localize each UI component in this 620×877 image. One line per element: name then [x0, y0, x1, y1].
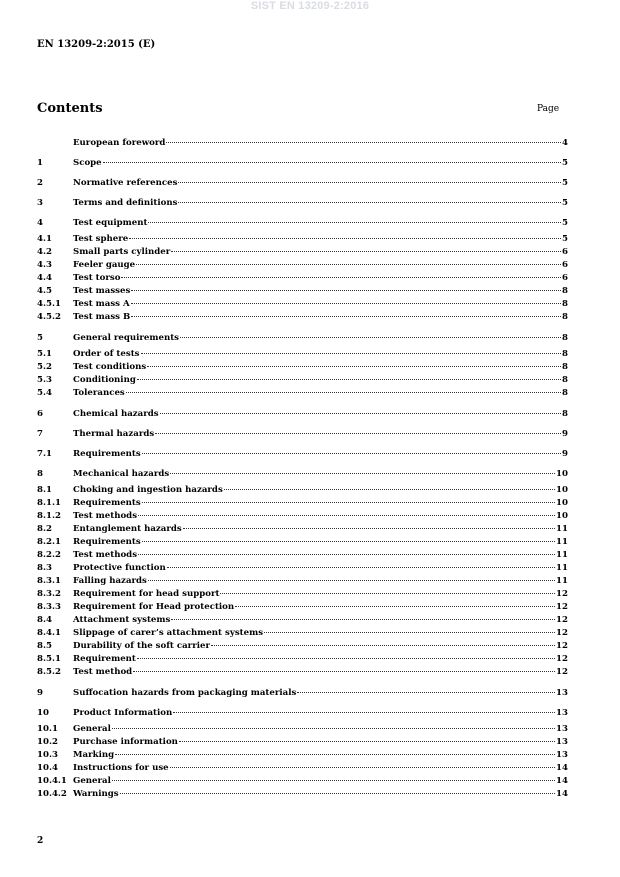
toc-entry[interactable]	[37, 588, 568, 601]
toc-entry[interactable]	[37, 213, 568, 233]
toc-entry-title: General	[73, 724, 111, 734]
toc-entry-page: 12	[556, 615, 568, 625]
toc-entry[interactable]	[37, 497, 568, 510]
document-id: EN 13209-2:2015 (E)	[37, 39, 156, 50]
toc-entry-number: 10.4	[37, 763, 58, 773]
toc-entry-number: 10.1	[37, 724, 58, 734]
toc-entry-title: General requirements	[73, 333, 180, 343]
toc-leader-dots	[103, 161, 561, 163]
page-column-label: Page	[537, 104, 560, 114]
toc-entry[interactable]	[37, 246, 568, 259]
toc-entry[interactable]	[37, 666, 568, 679]
toc-entry-number: 5.3	[37, 375, 52, 385]
toc-leader-dots	[173, 711, 555, 713]
toc-entry-title: Conditioning	[73, 375, 136, 385]
toc-entry-number: 5.4	[37, 388, 52, 398]
toc-leader-dots	[115, 753, 555, 755]
toc-entry-title: Test torso	[73, 273, 121, 283]
toc-entry-number: 8.5.1	[37, 654, 61, 664]
toc-entry-number: 8.2	[37, 524, 52, 534]
toc-entry-number: 10.4.1	[37, 776, 67, 786]
toc-entry-number: 5.2	[37, 362, 52, 372]
toc-leader-dots	[148, 579, 555, 581]
toc-entry[interactable]	[37, 173, 568, 193]
toc-entry-page: 4	[562, 138, 568, 148]
toc-entry-number: 4.3	[37, 260, 52, 270]
toc-leader-dots	[148, 221, 561, 223]
toc-leader-dots	[167, 566, 555, 568]
toc-entry-number: 8.4	[37, 615, 52, 625]
toc-entry-number: 4	[37, 218, 43, 228]
toc-entry-number: 10	[37, 708, 49, 718]
toc-entry-page: 11	[556, 576, 568, 586]
toc-entry-title: Entanglement hazards	[73, 524, 182, 534]
toc-entry[interactable]	[37, 536, 568, 549]
toc-leader-dots	[133, 670, 555, 672]
toc-leader-dots	[183, 527, 555, 529]
toc-entry-number: 4.5	[37, 286, 52, 296]
toc-entry-page: 6	[562, 247, 568, 257]
toc-entry-number: 7.1	[37, 449, 52, 459]
toc-leader-dots	[142, 452, 561, 454]
toc-entry-title: Protective function	[73, 563, 166, 573]
toc-leader-dots	[171, 250, 561, 252]
toc-entry[interactable]	[37, 683, 568, 703]
toc-entry-number: 8.3.2	[37, 589, 61, 599]
toc-entry-number: 8.1	[37, 485, 52, 495]
toc-leader-dots	[142, 540, 555, 542]
toc-entry-title: Thermal hazards	[73, 429, 155, 439]
toc-leader-dots	[136, 263, 561, 265]
toc-leader-dots	[141, 352, 562, 354]
toc-entry-page: 8	[562, 388, 568, 398]
toc-entry-number: 4.4	[37, 273, 52, 283]
toc-entry-title: Falling hazards	[73, 576, 147, 586]
contents-title: Contents	[37, 101, 103, 116]
toc-entry[interactable]	[37, 736, 568, 749]
toc-entry-page: 8	[562, 362, 568, 372]
toc-entry-number: 8.3	[37, 563, 52, 573]
toc-entry-title: Terms and definitions	[73, 198, 178, 208]
toc-entry-number: 4.5.2	[37, 312, 61, 322]
toc-entry-title: Attachment systems	[73, 615, 171, 625]
toc-entry-number: 4.5.1	[37, 299, 61, 309]
toc-entry-title: Chemical hazards	[73, 409, 159, 419]
toc-leader-dots	[235, 605, 555, 607]
toc-entry-title: Requirements	[73, 449, 141, 459]
toc-leader-dots	[147, 365, 561, 367]
toc-entry-number: 8	[37, 469, 43, 479]
toc-entry-title: Test conditions	[73, 362, 147, 372]
toc-entry-page: 10	[556, 469, 568, 479]
toc-entry[interactable]	[37, 627, 568, 640]
toc-entry-page: 8	[562, 409, 568, 419]
toc-leader-dots	[170, 472, 555, 474]
toc-entry[interactable]	[37, 464, 568, 484]
toc-entry-title: Requirements	[73, 537, 141, 547]
toc-leader-dots	[297, 691, 555, 693]
toc-entry-number: 9	[37, 688, 43, 698]
toc-entry-number: 8.2.1	[37, 537, 61, 547]
toc-entry[interactable]	[37, 272, 568, 285]
toc-entry-title: Suffocation hazards from packaging materials	[73, 688, 297, 698]
toc-entry-page: 12	[556, 628, 568, 638]
toc-entry[interactable]	[37, 361, 568, 374]
toc-entry-number: 6	[37, 409, 43, 419]
toc-leader-dots	[120, 792, 555, 794]
toc-leader-dots	[112, 779, 555, 781]
toc-leader-dots	[131, 302, 561, 304]
toc-entry[interactable]	[37, 133, 568, 153]
toc-entry[interactable]	[37, 484, 568, 497]
toc-entry-number: 8.5	[37, 641, 52, 651]
toc-entry[interactable]	[37, 614, 568, 627]
toc-entry[interactable]	[37, 259, 568, 272]
toc-entry-page: 12	[556, 589, 568, 599]
toc-entry-title: Marking	[73, 750, 115, 760]
toc-entry-page: 14	[556, 776, 568, 786]
toc-entry[interactable]	[37, 444, 568, 464]
toc-entry[interactable]	[37, 762, 568, 775]
toc-leader-dots	[126, 391, 561, 393]
toc-entry-title: Requirement for Head protection	[73, 602, 235, 612]
toc-entry[interactable]	[37, 298, 568, 311]
toc-entry[interactable]	[37, 653, 568, 666]
toc-leader-dots	[178, 201, 561, 203]
toc-entry[interactable]	[37, 233, 568, 246]
toc-entry-page: 13	[556, 708, 568, 718]
toc-entry-title: Test methods	[73, 550, 138, 560]
toc-leader-dots	[180, 336, 561, 338]
toc-entry[interactable]	[37, 424, 568, 444]
toc-leader-dots	[142, 501, 555, 503]
toc-entry-title: Tolerances	[73, 388, 125, 398]
toc-entry-number: 8.2.2	[37, 550, 61, 560]
toc-entry-page: 9	[562, 449, 568, 459]
toc-entry-number: 3	[37, 198, 43, 208]
toc-entry-page: 9	[562, 429, 568, 439]
toc-entry[interactable]	[37, 549, 568, 562]
toc-leader-dots	[220, 592, 555, 594]
toc-entry-number: 10.4.2	[37, 789, 67, 799]
toc-entry-page: 12	[556, 667, 568, 677]
toc-entry-page: 8	[562, 312, 568, 322]
toc-entry-number: 4.1	[37, 234, 52, 244]
toc-entry-number: 10.2	[37, 737, 58, 747]
toc-entry-number: 8.1.2	[37, 511, 61, 521]
toc-entry-title: Mechanical hazards	[73, 469, 170, 479]
toc-entry[interactable]	[37, 601, 568, 614]
toc-entry-number: 8.4.1	[37, 628, 61, 638]
toc-entry[interactable]	[37, 775, 568, 788]
toc-leader-dots	[166, 141, 561, 143]
toc-entry-page: 14	[556, 789, 568, 799]
toc-entry-title: General	[73, 776, 111, 786]
toc-entry-number: 8.3.1	[37, 576, 61, 586]
toc-entry[interactable]	[37, 285, 568, 298]
toc-entry[interactable]	[37, 311, 568, 324]
toc-entry[interactable]	[37, 374, 568, 387]
toc-entry-title: Scope	[73, 158, 102, 168]
toc-entry-title: Test mass A	[73, 299, 130, 309]
toc-entry-page: 11	[556, 563, 568, 573]
toc-leader-dots	[137, 657, 555, 659]
toc-entry-page: 8	[562, 333, 568, 343]
table-of-contents	[37, 133, 568, 801]
toc-entry-title: Instructions for use	[73, 763, 169, 773]
toc-leader-dots	[170, 766, 555, 768]
toc-entry-page: 10	[556, 485, 568, 495]
toc-entry[interactable]	[37, 788, 568, 801]
toc-entry-page: 5	[562, 198, 568, 208]
toc-entry-title: Normative references	[73, 178, 178, 188]
toc-leader-dots	[160, 412, 561, 414]
toc-entry-page: 12	[556, 641, 568, 651]
toc-entry-page: 10	[556, 498, 568, 508]
toc-entry-title: Slippage of carer’s attachment systems	[73, 628, 264, 638]
toc-leader-dots	[138, 553, 555, 555]
toc-entry[interactable]	[37, 575, 568, 588]
toc-entry[interactable]	[37, 193, 568, 213]
toc-entry-title: Choking and ingestion hazards	[73, 485, 223, 495]
toc-entry-number: 5	[37, 333, 43, 343]
toc-entry-number: 10.3	[37, 750, 58, 760]
toc-entry-title: Durability of the soft carrier	[73, 641, 210, 651]
watermark: SIST EN 13209-2:2016	[250, 0, 370, 12]
toc-entry-page: 8	[562, 375, 568, 385]
toc-entry-page: 11	[556, 537, 568, 547]
toc-entry-title: Test method	[73, 667, 133, 677]
toc-entry-title: Small parts cylinder	[73, 247, 171, 257]
toc-entry-page: 5	[562, 234, 568, 244]
toc-entry[interactable]	[37, 348, 568, 361]
toc-entry-title: Purchase information	[73, 737, 178, 747]
toc-entry-title: Order of tests	[73, 349, 140, 359]
toc-leader-dots	[178, 181, 561, 183]
toc-leader-dots	[121, 276, 561, 278]
toc-entry-page: 5	[562, 218, 568, 228]
toc-leader-dots	[171, 618, 555, 620]
toc-entry-page: 8	[562, 286, 568, 296]
toc-leader-dots	[112, 727, 555, 729]
toc-entry-number: 8.1.1	[37, 498, 61, 508]
toc-entry-title: European foreword	[73, 138, 166, 148]
toc-leader-dots	[264, 631, 555, 633]
toc-entry-page: 11	[556, 550, 568, 560]
toc-entry-page: 8	[562, 349, 568, 359]
toc-leader-dots	[211, 644, 555, 646]
toc-leader-dots	[137, 378, 561, 380]
toc-leader-dots	[224, 488, 555, 490]
toc-entry-number: 7	[37, 429, 43, 439]
toc-entry-title: Test masses	[73, 286, 131, 296]
toc-entry[interactable]	[37, 387, 568, 400]
toc-entry-title: Feeler gauge	[73, 260, 136, 270]
toc-entry-number: 5.1	[37, 349, 52, 359]
toc-leader-dots	[131, 289, 561, 291]
toc-entry-title: Requirement for head support	[73, 589, 220, 599]
toc-entry-page: 13	[556, 750, 568, 760]
toc-leader-dots	[138, 514, 555, 516]
toc-entry-number: 1	[37, 158, 43, 168]
toc-entry[interactable]	[37, 703, 568, 723]
toc-entry-page: 11	[556, 524, 568, 534]
toc-entry[interactable]	[37, 640, 568, 653]
toc-entry[interactable]	[37, 404, 568, 424]
toc-entry-title: Warnings	[73, 789, 119, 799]
toc-entry-page: 5	[562, 178, 568, 188]
toc-entry-page: 8	[562, 299, 568, 309]
toc-leader-dots	[179, 740, 555, 742]
toc-entry-title: Requirement	[73, 654, 136, 664]
toc-entry-page: 13	[556, 737, 568, 747]
toc-entry-page: 13	[556, 688, 568, 698]
toc-entry-number: 8.3.3	[37, 602, 61, 612]
toc-leader-dots	[129, 237, 561, 239]
toc-entry[interactable]	[37, 523, 568, 536]
toc-entry-title: Test mass B	[73, 312, 131, 322]
toc-entry-page: 14	[556, 763, 568, 773]
toc-entry-title: Requirements	[73, 498, 141, 508]
toc-entry[interactable]	[37, 562, 568, 575]
toc-entry[interactable]	[37, 510, 568, 523]
toc-entry-number: 4.2	[37, 247, 52, 257]
page-number: 2	[37, 836, 44, 846]
toc-leader-dots	[131, 315, 561, 317]
toc-entry-page: 6	[562, 273, 568, 283]
toc-entry-title: Test sphere	[73, 234, 129, 244]
toc-entry-page: 5	[562, 158, 568, 168]
toc-entry-page: 12	[556, 654, 568, 664]
toc-leader-dots	[155, 432, 561, 434]
toc-entry-number: 8.5.2	[37, 667, 61, 677]
toc-entry-title: Product Information	[73, 708, 173, 718]
toc-entry[interactable]	[37, 328, 568, 348]
toc-entry-page: 13	[556, 724, 568, 734]
toc-entry[interactable]	[37, 723, 568, 736]
toc-entry[interactable]	[37, 749, 568, 762]
toc-entry-number: 2	[37, 178, 43, 188]
toc-entry-page: 12	[556, 602, 568, 612]
toc-entry-page: 6	[562, 260, 568, 270]
toc-entry-page: 10	[556, 511, 568, 521]
toc-entry[interactable]	[37, 153, 568, 173]
toc-entry-title: Test methods	[73, 511, 138, 521]
toc-entry-title: Test equipment	[73, 218, 148, 228]
